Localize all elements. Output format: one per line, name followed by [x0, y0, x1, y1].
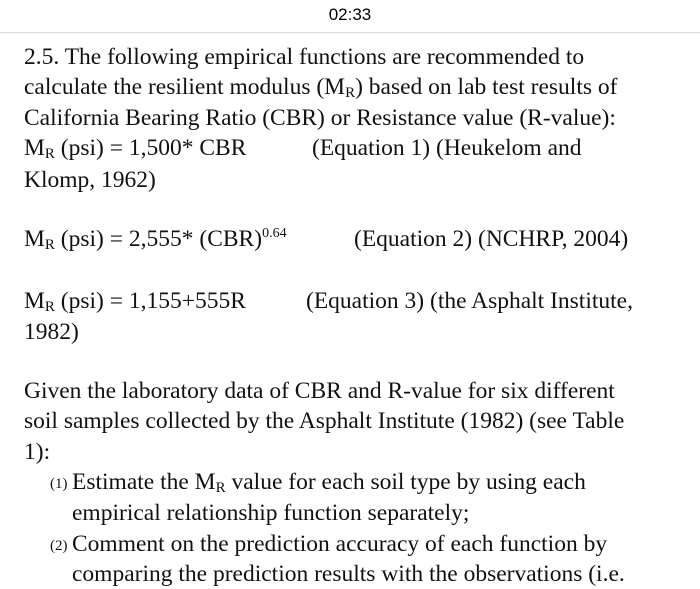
- eq2-label: (Equation 2) (NCHRP, 2004): [354, 226, 629, 252]
- task-2-line-2: comparing the prediction results with the observations (i.e.: [72, 561, 625, 587]
- eq1-formula: $M_R$ (psi) = 1,500* CBR: [24, 135, 247, 162]
- task-2-number: (2): [50, 538, 68, 554]
- status-time: 02:33: [328, 5, 372, 24]
- given-line-3: 1):: [24, 439, 51, 465]
- equation-1: [24, 133, 684, 163]
- eq1-label-cont: Klomp, 1962): [24, 167, 156, 193]
- eq3-label-cont: 1982): [24, 319, 79, 345]
- intro-line-2: calculate the resilient modulus $(M_R)$ based on lab test results of: [24, 74, 618, 101]
- intro-line-1: 2.5. The following empirical functions are recommended to: [24, 44, 585, 70]
- task-1-number: (1): [50, 476, 68, 492]
- status-bar: [0, 0, 700, 33]
- eq2-formula: $M_R$ (psi) = 2,555* (CBR)$^{0.64}$: [24, 226, 287, 253]
- eq1-label: (Equation 1) (Heukelom and: [312, 135, 582, 161]
- eq3-formula: $M_R$ (psi) = 1,155+555R: [24, 288, 246, 315]
- task-1-line-2: empirical relationship function separately;: [72, 500, 470, 526]
- given-line-1: Given the laboratory data of CBR and R-value for six different: [24, 378, 615, 404]
- given-line-2: soil samples collected by the Asphalt Institute (1982) (see Table: [24, 408, 625, 434]
- equation-2: [24, 224, 684, 254]
- equation-3: [24, 286, 684, 316]
- intro-line-3: California Bearing Ratio (CBR) or Resistance value (R-value):: [24, 105, 616, 131]
- eq3-label: (Equation 3) (the Asphalt Institute,: [306, 288, 633, 314]
